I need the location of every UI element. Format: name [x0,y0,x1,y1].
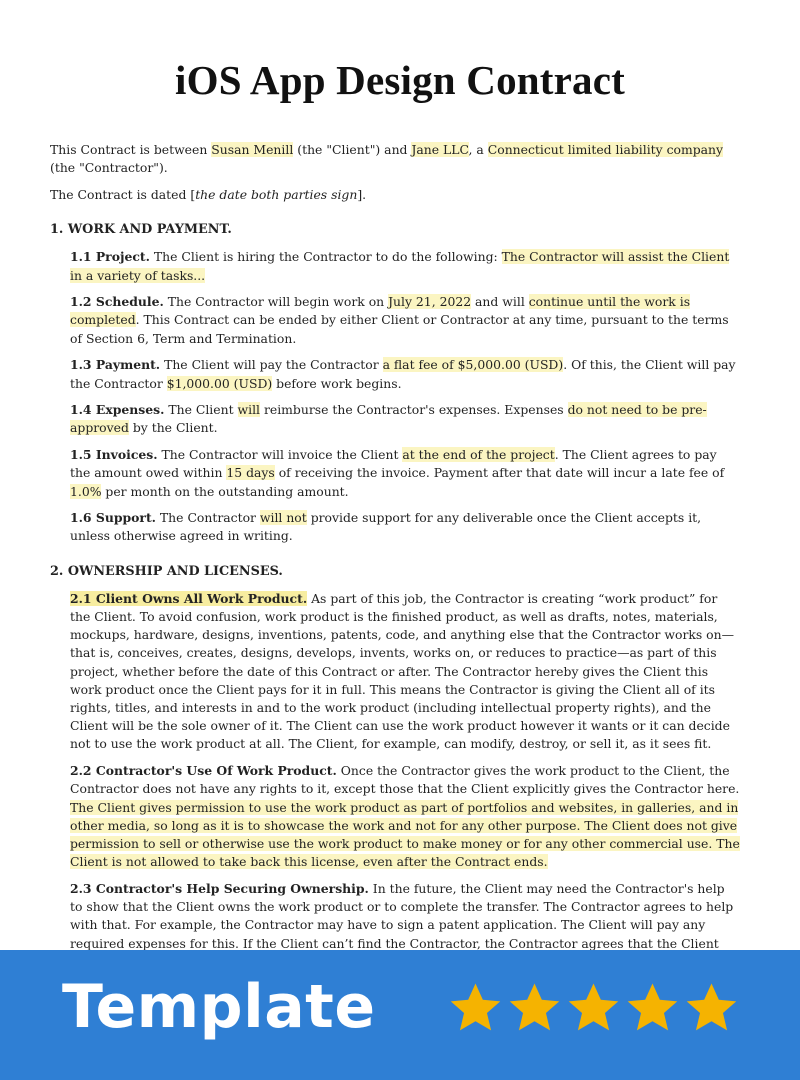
intro-paragraph: This Contract is between Susan Menill (the "Client") and Jane LLC, a Connecticut limited liability company (the "Contractor"). [50,142,724,176]
client-name-field: Susan Menill [211,142,294,157]
document-body [50,141,740,950]
dated-paragraph: The Contract is dated [the date both parties sign]. [50,186,367,202]
date-placeholder: the date both parties sign [195,186,358,202]
star-icon [566,980,621,1035]
clause-1-6: 1.6 Support. The Contractor will not provide support for any deliverable once the Client accepts it, unless otherwise agreed in writing. [70,510,702,544]
star-icon [684,980,739,1035]
clause-1-4: 1.4 Expenses. The Client will reimburse the Contractor's expenses. Expenses do not need to be pre-approved by the Client. [70,402,707,436]
contractor-name-field: Jane LLC [411,142,469,157]
section-2-heading: 2. OWNERSHIP AND LICENSES. [50,563,283,579]
star-icon [507,980,562,1035]
star-icon [625,980,680,1035]
clause-1-2: 1.2 Schedule. The Contractor will begin work on July 21, 2022 and will continue until the work is completed. This Contract can be ended by either Client or Contractor at any time, pursuant to the terms of Section 6, Term and Termination. [70,294,729,346]
contractor-type-field: Connecticut limited liability company [487,142,724,157]
rating-stars [448,980,739,1035]
clause-1-1: 1.1 Project. The Client is hiring the Contractor to do the following: The Contractor will assist the Client in a variety of tasks... [70,249,730,283]
section-2 [70,590,740,950]
template-banner [0,950,800,1080]
star-icon [448,980,503,1035]
document-title: iOS App Design Contract [175,57,625,103]
clause-2-2: 2.2 Contractor's Use Of Work Product. Once the Contractor gives the work product to the Client, the Contractor does not have any rights to it, except those that the Client explicitly gives the Contractor here. The Client gives permission to use the work product as part of portfolios and websites, in galleries, and in other media, so long as it is to showcase the work and not for any other purpose. The Client does not give permission to sell or otherwise use the work product to make money or for any other commercial use. The Client is not allowed to take back this license, even after the Contract ends. [70,763,740,870]
section-1 [70,248,740,545]
banner-label: Template [62,972,376,1042]
clause-1-3: 1.3 Payment. The Client will pay the Contractor a flat fee of $5,000.00 (USD). Of this, the Client will pay the Contractor $1,000.00 (USD) before work begins. [70,357,736,391]
clause-2-3: 2.3 Contractor's Help Securing Ownership. In the future, the Client may need the Contractor's help to show that the Client owns the work product or to complete the transfer. The Contractor agrees to help with that. For example, the Contractor may have to sign a patent application. The Client will pay any required expenses for this. If the Client can’t find the Contractor, the Contractor agrees that the Client [70,880,734,950]
clause-2-1: 2.1 Client Owns All Work Product. As part of this job, the Contractor is creating “work product” for the Client. To avoid confusion, work product is the finished product, as well as drafts, notes, materials, mockups, hardware, designs, inventions, patents, code, and anything else that the Contractor works on—that is, conceives, creates, designs, develops, invents, works on, or reduces to practice—as part of this project, whether before the date of this Contract or after. The Contractor hereby gives the Client this work product once the Client pays for it in full. This means the Contractor is giving the Client all of its rights, titles, and interests in and to the work product (including intellectual property rights), and the Client will be the sole owner of it. The Client can use the work product however it wants or it can decide not to use the work product at all. The Client, for example, can modify, destroy, or sell it, as it sees fit. [70,590,735,752]
clause-1-5: 1.5 Invoices. The Contractor will invoice the Client at the end of the project. The Client agrees to pay the amount owed within 15 days of receiving the invoice. Payment after that date will incur a late fee of 1.0% per month on the outstanding amount. [70,447,725,499]
section-1-heading: 1. WORK AND PAYMENT. [50,222,232,238]
